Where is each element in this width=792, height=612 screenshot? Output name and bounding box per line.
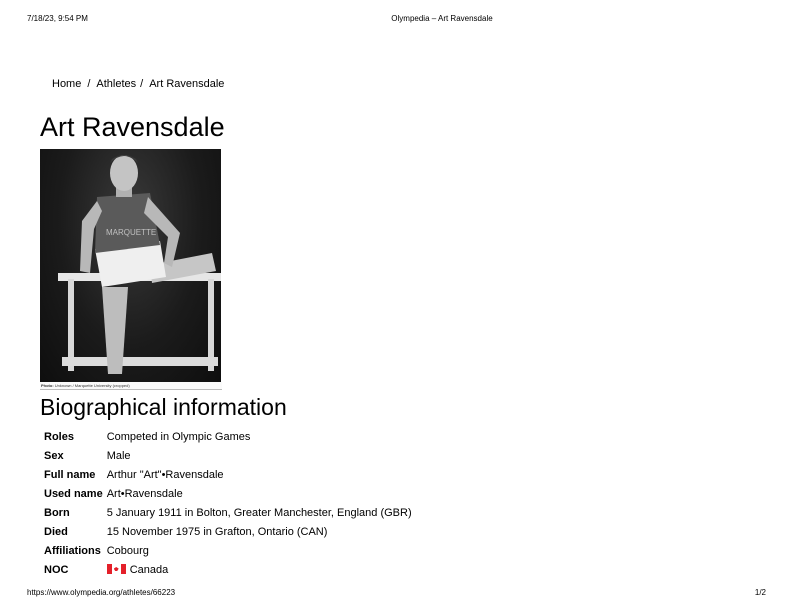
canada-flag-icon (107, 564, 126, 574)
noc-link[interactable]: Canada (129, 564, 169, 576)
bio-label: Roles (44, 431, 74, 443)
bio-value: Arthur "Art"•Ravensdale (106, 469, 224, 481)
bio-heading: Biographical information (40, 394, 287, 420)
bio-label: Sex (44, 450, 64, 462)
bio-row-roles (42, 428, 414, 447)
print-datetime: 7/18/23, 9:54 PM (27, 14, 88, 23)
print-page-title: Olympedia – Art Ravensdale (391, 14, 493, 23)
athlete-photo (40, 149, 221, 382)
bio-label: Affiliations (44, 545, 101, 557)
bio-row-noc (42, 561, 414, 580)
breadcrumb-current: Art Ravensdale (149, 78, 225, 90)
affiliation-link[interactable]: Cobourg (106, 545, 149, 557)
bio-row-affiliations (42, 542, 414, 561)
breadcrumb-separator: / (140, 78, 144, 90)
photo-caption-label: Photo: (41, 383, 54, 388)
bio-row-died (42, 523, 414, 542)
bio-label: Died (44, 526, 68, 538)
photo-caption (40, 382, 222, 390)
bio-value: Male (106, 450, 131, 462)
bio-label: Full name (44, 469, 96, 481)
breadcrumb-athletes-link[interactable]: Athletes (96, 78, 137, 90)
svg-text:MARQUETTE: MARQUETTE (106, 228, 157, 237)
bio-row-used-name (42, 485, 414, 504)
breadcrumb (52, 77, 224, 91)
bio-row-sex (42, 447, 414, 466)
bio-row-full-name (42, 466, 414, 485)
print-url: https://www.olympedia.org/athletes/66223 (27, 588, 176, 597)
athlete-photo-container (40, 149, 221, 390)
bio-value: 5 January 1911 in Bolton, Greater Manchester, England (GBR) (106, 507, 412, 519)
bio-label: NOC (44, 564, 69, 576)
photo-caption-text: Unknown / Marquette University (cropped) (54, 383, 130, 388)
breadcrumb-home-link[interactable]: Home (52, 78, 82, 90)
print-page-number: 1/2 (754, 588, 766, 597)
bio-label: Used name (44, 488, 103, 500)
athlete-photo-illustration (40, 149, 221, 382)
page-title: Art Ravensdale (40, 112, 225, 142)
bio-value (105, 542, 414, 561)
bio-table (42, 428, 414, 580)
bio-label: Born (44, 507, 70, 519)
bio-value: Competed in Olympic Games (106, 431, 251, 443)
bio-row-born (42, 504, 414, 523)
print-footer (0, 588, 792, 600)
bio-value: Art•Ravensdale (106, 488, 183, 500)
breadcrumb-separator: / (87, 78, 91, 90)
bio-value: 15 November 1975 in Grafton, Ontario (CAN) (106, 526, 328, 538)
bio-value (105, 561, 414, 580)
print-header (0, 14, 792, 26)
